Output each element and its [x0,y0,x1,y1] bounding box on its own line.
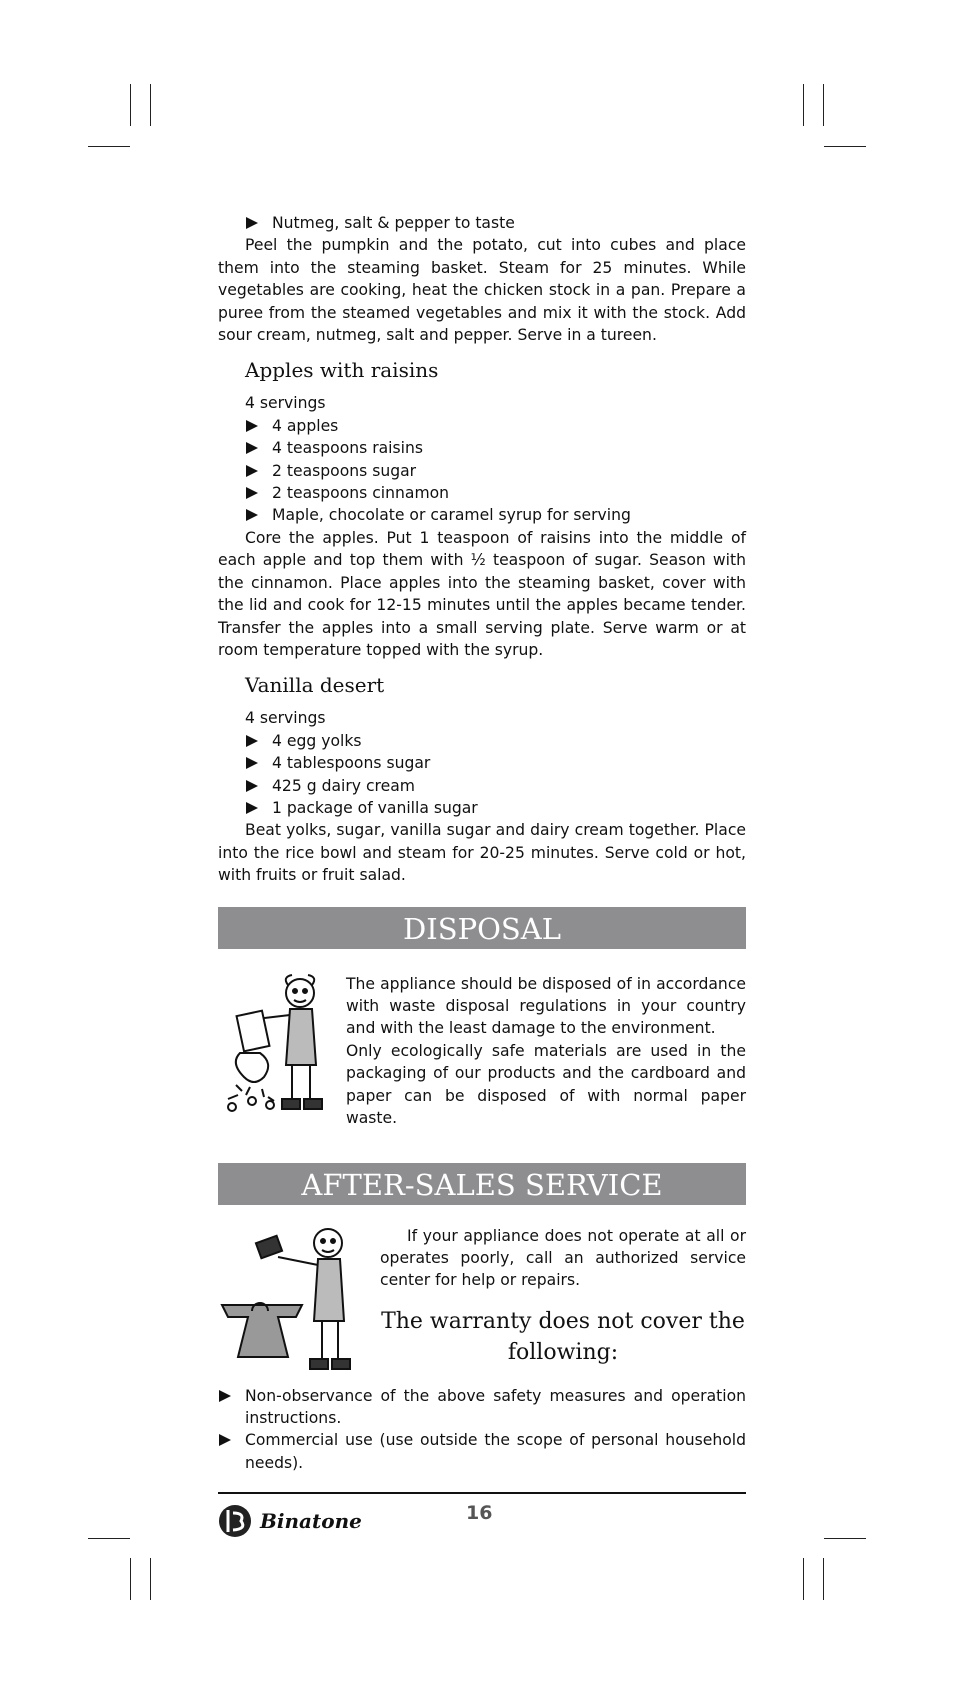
crop-mark [803,1558,804,1600]
recipe-method: Beat yolks, sugar, vanilla sugar and dairy cream together. Place into the rice bowl and steam for 20-25 minutes. Serve cold or hot, with fruits or fruit salad. [218,821,746,885]
brand-name: Binatone [260,1509,362,1533]
disposal-heading: DISPOSAL [218,907,746,949]
ingredient-item: 1 package of vanilla sugar [245,797,746,819]
disposal-illustration [218,973,346,1133]
ingredient-item: 425 g dairy cream [245,775,746,797]
ingredient-item: 4 tablespoons sugar [245,752,746,774]
ingredient-item: 4 apples [245,415,746,437]
intro-paragraph: Peel the pumpkin and the potato, cut into cubes and place them into the steaming basket. Steam for 25 minutes. While vegetables are cooking, heat the chicken stock in a pan. Prepare a puree from the steamed vegetables and mix it with the stock. Add sour cream, nutmeg, salt and pepper. Serve in a tureen. [218,236,746,345]
service-text: If your appliance does not operate at all or operates poorly, call an authorized service center for help or repairs. [380,1226,746,1290]
brand-logo [218,1504,362,1538]
footer-divider [218,1492,746,1494]
servings: 4 servings [245,709,326,728]
service-section [218,1225,746,1385]
man-with-anvil-icon [218,1225,378,1385]
ingredient-item: 4 egg yolks [245,730,746,752]
warranty-title: The warranty does not cover the following: [381,1308,745,1365]
ingredient-item: 2 teaspoons sugar [245,460,746,482]
page-content [218,212,746,1474]
ingredient-item: Maple, chocolate or caramel syrup for serving [245,504,746,526]
crop-mark [150,84,151,126]
binatone-logo-icon [218,1504,256,1538]
crop-mark [150,1558,151,1600]
page-number: 16 [466,1502,493,1524]
crop-mark [130,84,131,126]
crop-mark [88,1538,130,1539]
crop-mark [823,1558,824,1600]
service-heading: AFTER-SALES SERVICE [218,1163,746,1205]
ingredient-item: 2 teaspoons cinnamon [245,482,746,504]
man-with-trash-icon [218,973,346,1133]
crop-mark [823,84,824,126]
recipe-method: Core the apples. Put 1 teaspoon of raisins into the middle of each apple and top them with ½ teaspoon of sugar. Season with the cinnamon. Place apples into the steaming basket, cover with the lid and cook for 12-15 minutes until the apples became tender. Transfer the apples into a small serving plate. Serve warm or at room temperature topped with the syrup. [218,528,746,659]
disposal-text-2: Only ecologically safe materials are used in the packaging of our products and the cardboard and paper can be disposed of with normal paper waste. [346,1041,746,1127]
warranty-item: Commercial use (use outside the scope of personal household needs). [218,1429,746,1474]
recipe-title-vanilla: Vanilla desert [245,673,385,698]
crop-mark [88,146,130,147]
service-illustration [218,1225,380,1385]
intro-bullet: Nutmeg, salt & pepper to taste [245,212,746,234]
recipe-title-apples: Apples with raisins [245,358,439,383]
disposal-section [218,973,746,1133]
warranty-item: Non-observance of the above safety measures and operation instructions. [218,1385,746,1430]
servings: 4 servings [245,394,326,413]
ingredient-item: 4 teaspoons raisins [245,437,746,459]
crop-mark [824,1538,866,1539]
disposal-text-1: The appliance should be disposed of in accordance with waste disposal regulations in your country and with the least damage to the environment. [346,974,746,1038]
crop-mark [803,84,804,126]
crop-mark [130,1558,131,1600]
crop-mark [824,146,866,147]
